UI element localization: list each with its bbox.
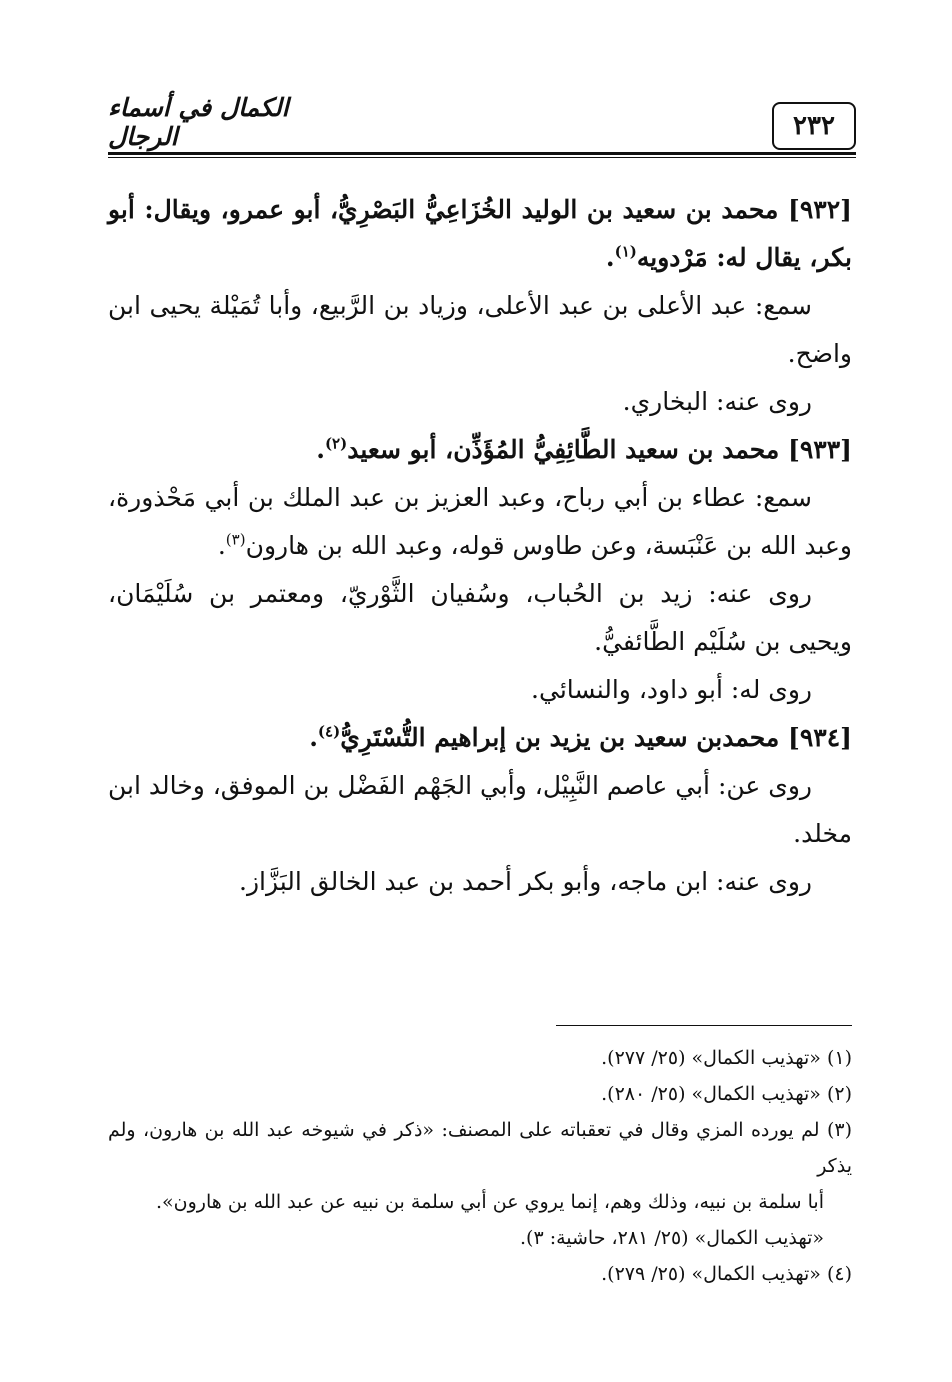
footnote-ref: (٢) bbox=[324, 434, 348, 453]
entry-heading bbox=[108, 426, 852, 474]
entry-paragraph: روى عن: أبي عاصم النَّبِيْل، وأبي الجَهْم الفَضْل بن الموفق، وخالد ابن مخلد. bbox=[108, 771, 852, 848]
entry-paragraph bbox=[108, 474, 852, 570]
footnote-ref: (١) bbox=[614, 242, 637, 261]
entry-paragraph: روى عنه: ابن ماجه، وأبو بكر أحمد بن عبد الخالق البَزَّاز. bbox=[239, 867, 812, 896]
header-rule-thin bbox=[108, 157, 856, 158]
footnote-continuation: «تهذيب الكمال» (٢٥/ ٢٨١، حاشية: ٣). bbox=[519, 1227, 824, 1249]
entry-paragraph: روى عنه: البخاري. bbox=[622, 387, 812, 416]
footnote-ref: (٤) bbox=[317, 722, 341, 741]
punctuation: . bbox=[316, 435, 325, 464]
punctuation: . bbox=[309, 723, 318, 752]
footnote-continuation: أبا سلمة بن نبيه، وذلك وهم، إنما يروي عن أبي سلمة بن نبيه عن عبد الله بن هارون». bbox=[156, 1191, 824, 1213]
footnote: (٤) «تهذيب الكمال» (٢٥/ ٢٧٩). bbox=[601, 1263, 852, 1285]
entry-heading-text: [٩٣٣] محمد بن سعيد الطَّائِفِيُّ المُؤَذِّن، أبو سعيد bbox=[347, 435, 852, 464]
entry-paragraph: روى له: أبو داود، والنسائي. bbox=[531, 675, 812, 704]
page-header bbox=[108, 93, 856, 156]
entry-paragraph: سمع: عبد الأعلى بن عبد الأعلى، وزياد بن الرَّبيع، وأبا تُمَيْلة يحيى ابن واضح. bbox=[108, 291, 852, 368]
footnote: (٣) لم يورده المزي وقال في تعقباته على المصنف: «ذكر في شيوخه عبد الله بن هارون، ولم يذكر bbox=[108, 1119, 852, 1177]
main-text bbox=[108, 186, 852, 906]
footnote-ref: (٣) bbox=[225, 530, 246, 549]
entry-heading-text: [٩٣٤] محمدبن سعيد بن يزيد بن إبراهيم التُّسْتَرِيُّ bbox=[340, 723, 852, 752]
paragraph-text: سمع: عطاء بن أبي رباح، وعبد العزيز بن عبد الملك بن أبي مَحْذورة، وعبد الله بن عَنْبَسة، وعن طاوس قوله، وعبد الله بن هارون bbox=[108, 483, 852, 560]
punctuation: . bbox=[605, 243, 615, 272]
footnote: (٢) «تهذيب الكمال» (٢٥/ ٢٨٠). bbox=[601, 1083, 852, 1105]
punctuation: . bbox=[217, 531, 226, 560]
footnotes bbox=[108, 1040, 852, 1292]
entry-heading bbox=[108, 714, 852, 762]
footnote-separator bbox=[556, 1025, 852, 1026]
header-rule bbox=[108, 152, 856, 155]
page-number: ٢٣٢ bbox=[772, 102, 856, 150]
running-title: الكمال في أسماء الرجال bbox=[108, 93, 289, 151]
entry-heading bbox=[108, 186, 852, 282]
entry-paragraph: روى عنه: زيد بن الحُباب، وسُفيان الثَّوْريّ، ومعتمر بن سُلَيْمَان، ويحيى بن سُلَيْم الطَّائفيُّ. bbox=[108, 579, 852, 656]
footnote: (١) «تهذيب الكمال» (٢٥/ ٢٧٧). bbox=[601, 1047, 852, 1069]
entry-heading-text: [٩٣٢] محمد بن سعيد بن الوليد الخُزَاعِيُّ البَصْرِيُّ، أبو عمرو، ويقال: أبو بكر، يقال له: مَرْدويه bbox=[108, 195, 852, 272]
